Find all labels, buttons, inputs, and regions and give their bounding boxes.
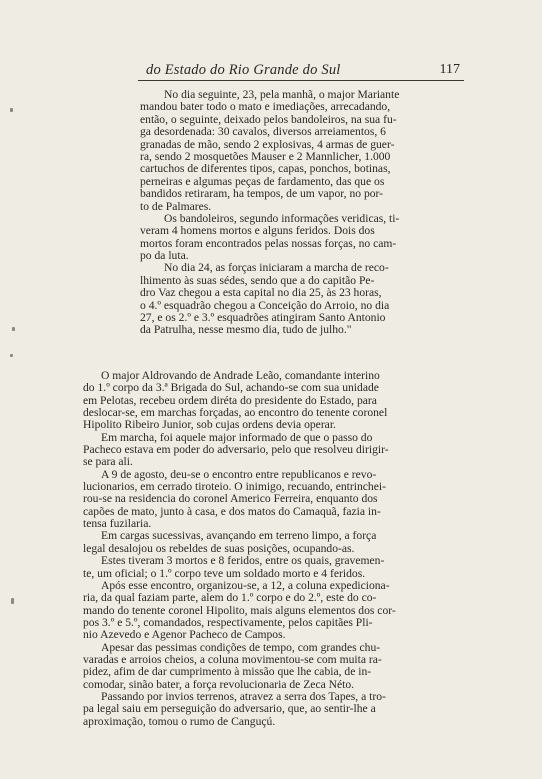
- text-line: po da luta.: [140, 249, 189, 263]
- text-line: No dia 24, as forças iniciaram a marcha de reco-: [164, 261, 389, 275]
- text-line: granadas de mão, sendo 2 explosivas, 4 armas de guer-: [140, 137, 395, 151]
- running-header: [138, 62, 464, 81]
- text-line: pos 3.º e 5.º, comandados, respectivamente, pelos capitães Pli-: [83, 615, 373, 629]
- margin-speck: [10, 108, 13, 112]
- text-line: nio Azevedo e Agenor Pacheco de Campos.: [83, 628, 286, 642]
- text-line: to de Palmares.: [140, 199, 212, 213]
- text-line: lhimento às suas sédes, sendo que a do capitão Pe-: [140, 273, 375, 287]
- text-line: Passando por invios terrenos, atravez a serra dos Tapes, a tro-: [101, 689, 386, 703]
- text-line: varadas e arroios cheios, a coluna movimentou-se com muita ra-: [83, 652, 382, 666]
- text-line: Em cargas sucessivas, avançando em terreno limpo, a força: [101, 529, 377, 543]
- margin-speck: [11, 598, 14, 604]
- margin-speck: [12, 327, 15, 331]
- text-line: Pacheco estava em poder do adversario, pelo que resolveu dirigir-: [83, 443, 389, 457]
- text-line: 27, e os 2.º e 3.º esquadrões atingiram Santo Antonio: [140, 311, 386, 325]
- text-line: veram 4 homens mortos e alguns feridos. Dois dos: [140, 224, 375, 238]
- text-line: aproximação, tomou o rumo de Canguçú.: [83, 714, 276, 728]
- margin-speck: [10, 354, 13, 357]
- text-line: dro Vaz chegou a esta capital no dia 25, às 23 horas,: [140, 286, 382, 300]
- running-title: do Estado do Rio Grande do Sul: [146, 62, 341, 78]
- text-line: deslocar-se, em marchas forçadas, ao encontro do tenente coronel: [83, 406, 388, 420]
- text-line: lucionarios, em cerrado tiroteio. O inimigo, recuando, entrinchei-: [83, 480, 386, 494]
- text-line: perneiras e algumas peças de fardamento, das que os: [140, 174, 385, 188]
- text-line: ra, sendo 2 mosquetões Mauser e 2 Mannlicher, 1.000: [140, 149, 391, 163]
- page-number: 117: [439, 62, 460, 77]
- text-line: tensa fuzilaria.: [83, 517, 152, 531]
- text-line: No dia seguinte, 23, pela manhã, o major Mariante: [164, 88, 400, 101]
- text-line: Os bandoleiros, segundo informações veridicas, ti-: [164, 211, 400, 225]
- text-line: pa legal saiu em perseguição do adversario, que, ao sentir-lhe a: [83, 702, 376, 716]
- text-line: do 1.º corpo da 3.ª Brigada do Sul, achando-se com sua unidade: [83, 381, 379, 395]
- text-line: o 4.º esquadrão chegou a Conceição do Arroio, no dia: [140, 298, 390, 312]
- text-line: te, um oficial; o 1.º corpo teve um soldado morto e 4 feridos.: [83, 566, 366, 580]
- text-line: Apesar das pessimas condições de tempo, com grandes chu-: [101, 640, 381, 654]
- text-line: ria, da qual faziam parte, alem do 1.º corpo e do 2.º, este do co-: [83, 591, 377, 605]
- text-line: em Pelotas, recebeu ordem diréta do presidente do Estado, para: [83, 393, 377, 407]
- text-line: Estes tiveram 3 mortos e 8 feridos, entre os quais, gravemen-: [101, 554, 385, 568]
- text-line: ga desordenada: 30 cavalos, diversos arreiamentos, 6: [140, 125, 386, 139]
- text-line: pidez, afim de dar cumprimento à missão que lhe cabia, de in-: [83, 665, 372, 679]
- text-line: Em marcha, foi aquele major informado de que o passo do: [101, 430, 373, 444]
- text-line: comodar, sinão bater, a força revolucionaria de Zeca Néto.: [83, 677, 355, 691]
- text-line: capões de mato, junto à casa, e dos matos do Camaquã, fazia in-: [83, 504, 381, 518]
- text-line: então, o seguinte, deixado pelos bandoleiros, na sua fu-: [140, 112, 397, 126]
- text-line: cartuchos de diferentes tipos, capas, ponchos, botinas,: [140, 162, 391, 176]
- text-line: legal desalojou os rebeldes de suas posições, ocupando-as.: [83, 541, 355, 555]
- text-line: mandou bater todo o mato e imediações, arrecadando,: [140, 100, 391, 114]
- text-line: Hipolito Ribeiro Junior, sob cujas ordens devia operar.: [83, 418, 336, 432]
- text-line: O major Aldrovando de Andrade Leão, comandante interino: [101, 369, 380, 382]
- text-line: mortos foram encontrados pelas nossas forças, no cam-: [140, 236, 397, 250]
- body-text: [83, 370, 465, 728]
- text-line: mando do tenente coronel Hipolito, mais alguns elementos dos cor-: [83, 603, 396, 617]
- text-line: bandidos retiraram, ha tempos, de um vapor, no por-: [140, 187, 384, 201]
- text-line: da Patrulha, nesse mesmo dia, tudo de julho.": [140, 323, 352, 337]
- text-line: Após esse encontro, organizou-se, a 12, a coluna expediciona-: [101, 578, 390, 592]
- text-line: A 9 de agosto, deu-se o encontro entre republicanos e revo-: [101, 467, 377, 481]
- quoted-report: [140, 89, 462, 337]
- text-line: rou-se na residencia do coronel Americo Ferreira, enquanto dos: [83, 492, 378, 506]
- text-line: se para ali.: [83, 455, 133, 469]
